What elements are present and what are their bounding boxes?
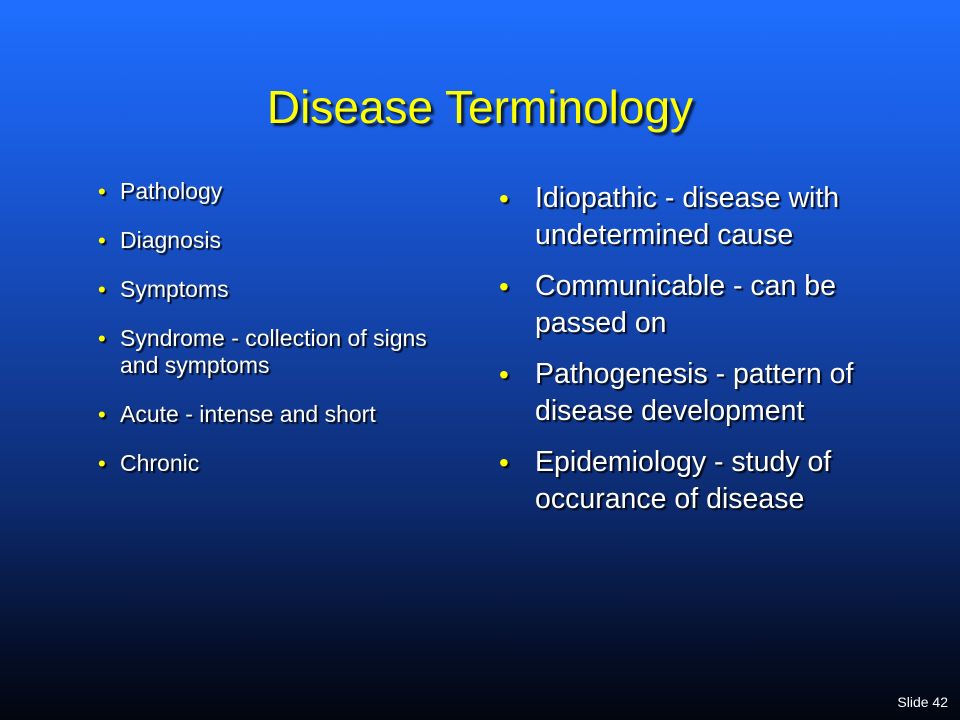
list-item [98, 276, 438, 303]
list-item-text: Pathogenesis - pattern of disease development [535, 358, 854, 427]
list-item [98, 325, 438, 379]
list-item [497, 180, 917, 254]
list-item-text: Idiopathic - disease with undetermined cause [535, 182, 840, 251]
list-item [98, 401, 438, 428]
bullet-icon: • [98, 179, 106, 204]
slide-title: Disease Terminology [266, 81, 694, 133]
list-item-text: Symptoms [120, 276, 229, 302]
slide-number: Slide 42 [897, 694, 948, 710]
list-item-text: Acute - intense and short [120, 401, 376, 427]
list-item [497, 268, 917, 342]
bullet-icon: • [98, 451, 106, 476]
bullet-icon: • [499, 359, 509, 390]
list-item-text: Epidemiology - study of occurance of disease [535, 446, 832, 515]
bullet-icon: • [98, 402, 106, 427]
list-item-text: Communicable - can be passed on [535, 270, 836, 339]
bullet-icon: • [499, 183, 509, 214]
list-item-text: Pathology [120, 178, 223, 204]
left-bullet-list [98, 178, 438, 499]
list-item [98, 227, 438, 254]
list-item-text: Syndrome - collection of signs and symptoms [120, 325, 427, 378]
bullet-icon: • [499, 271, 509, 302]
bullet-icon: • [98, 228, 106, 253]
list-item-text: Chronic [120, 450, 200, 476]
list-item [98, 450, 438, 477]
bullet-icon: • [98, 277, 106, 302]
bullet-icon: • [499, 447, 509, 478]
right-bullet-list [497, 180, 917, 532]
list-item [497, 444, 917, 518]
list-item-text: Diagnosis [120, 227, 221, 253]
list-item [98, 178, 438, 205]
bullet-icon: • [98, 326, 106, 351]
list-item [497, 356, 917, 430]
